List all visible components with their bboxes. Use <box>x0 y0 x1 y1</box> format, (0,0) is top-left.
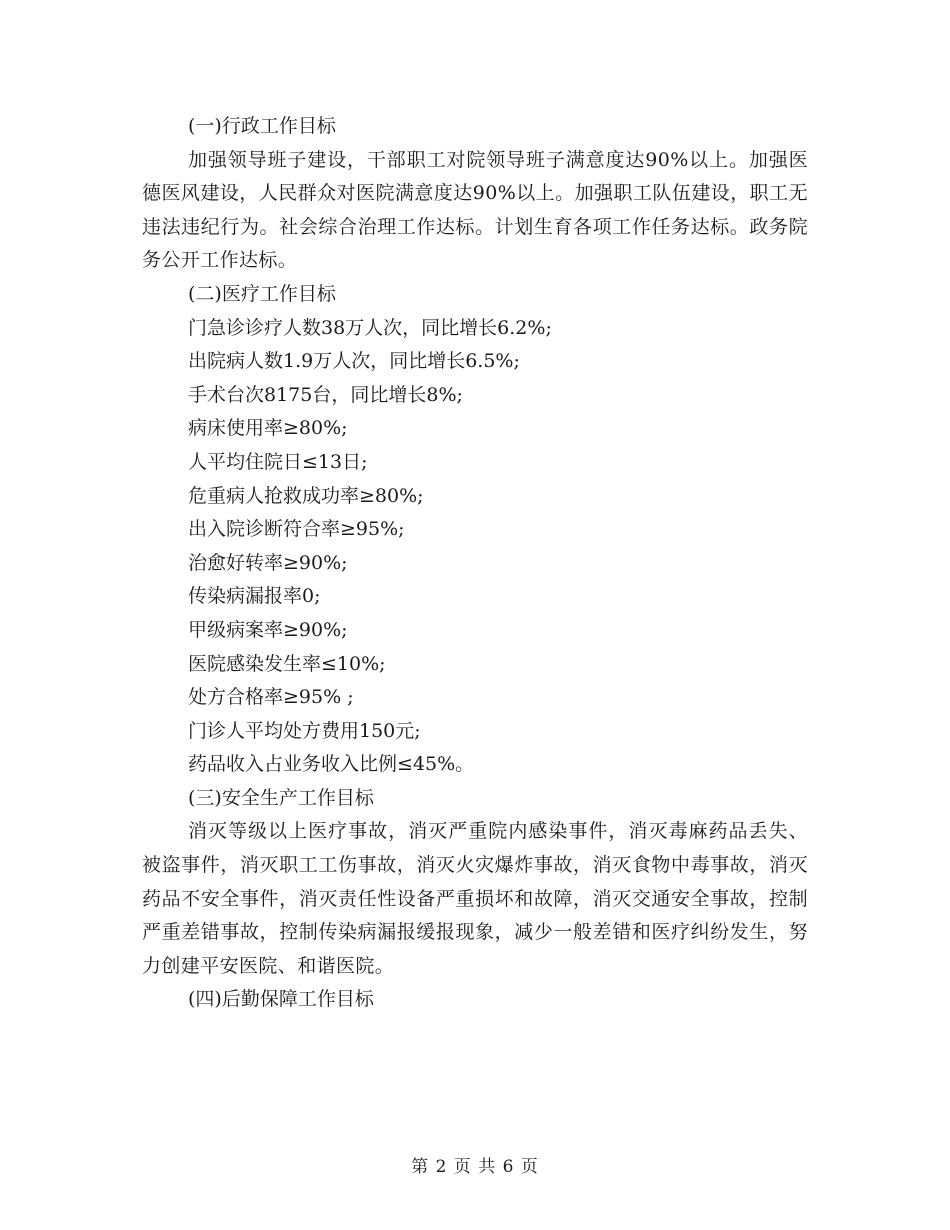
list-item: 出院病人数1.9万人次，同比增长6.5%; <box>188 350 520 373</box>
list-item: 甲级病案率≥90%; <box>188 618 348 641</box>
section-heading-medical: (二)医疗工作目标 <box>188 282 336 305</box>
section-paragraph-admin: 加强领导班子建设，干部职工对院领导班子满意度达90%以上。加强医德医风建设，人民群众对医院满意度达90%以上。加强职工队伍建设，职工无违法违纪行为。社会综合治理工作达标。计划生育各项工作任务达标。政务院务公开工作达标。 <box>142 148 808 272</box>
list-item: 处方合格率≥95% ; <box>188 686 354 709</box>
section-heading-logistics: (四)后勤保障工作目标 <box>188 988 374 1011</box>
list-item: 危重病人抢救成功率≥80%; <box>188 484 424 507</box>
list-item: 手术台次8175台，同比增长8%; <box>188 383 463 406</box>
list-item: 医院感染发生率≤10%; <box>188 652 386 675</box>
section-heading-admin: (一)行政工作目标 <box>188 115 336 137</box>
medical-target-list <box>142 312 808 782</box>
list-item: 传染病漏报率0; <box>188 585 321 608</box>
list-item: 出入院诊断符合率≥95%; <box>188 518 405 541</box>
section-heading-safety: (三)安全生产工作目标 <box>188 786 374 809</box>
page-body <box>142 110 808 1017</box>
list-item: 门急诊诊疗人数38万人次，同比增长6.2%; <box>188 316 552 339</box>
list-item: 门诊人平均处方费用150元; <box>188 719 421 742</box>
list-item: 病床使用率≥80%; <box>188 417 348 440</box>
list-item: 人平均住院日≤13日; <box>188 450 368 473</box>
list-item: 药品收入占业务收入比例≤45%。 <box>188 753 475 776</box>
page-footer: 第 2 页 共 6 页 <box>411 1157 539 1177</box>
section-paragraph-safety: 消灭等级以上医疗事故，消灭严重院内感染事件，消灭毒麻药品丢失、被盗事件，消灭职工工伤事故，消灭火灾爆炸事故，消灭食物中毒事故，消灭药品不安全事件，消灭责任性设备严重损坏和故障，消灭交通安全事故，控制严重差错事故，控制传染病漏报缓报现象，减少一般差错和医疗纠纷发生，努力创建平安医院、和谐医院。 <box>142 820 808 977</box>
list-item: 治愈好转率≥90%; <box>188 551 348 574</box>
